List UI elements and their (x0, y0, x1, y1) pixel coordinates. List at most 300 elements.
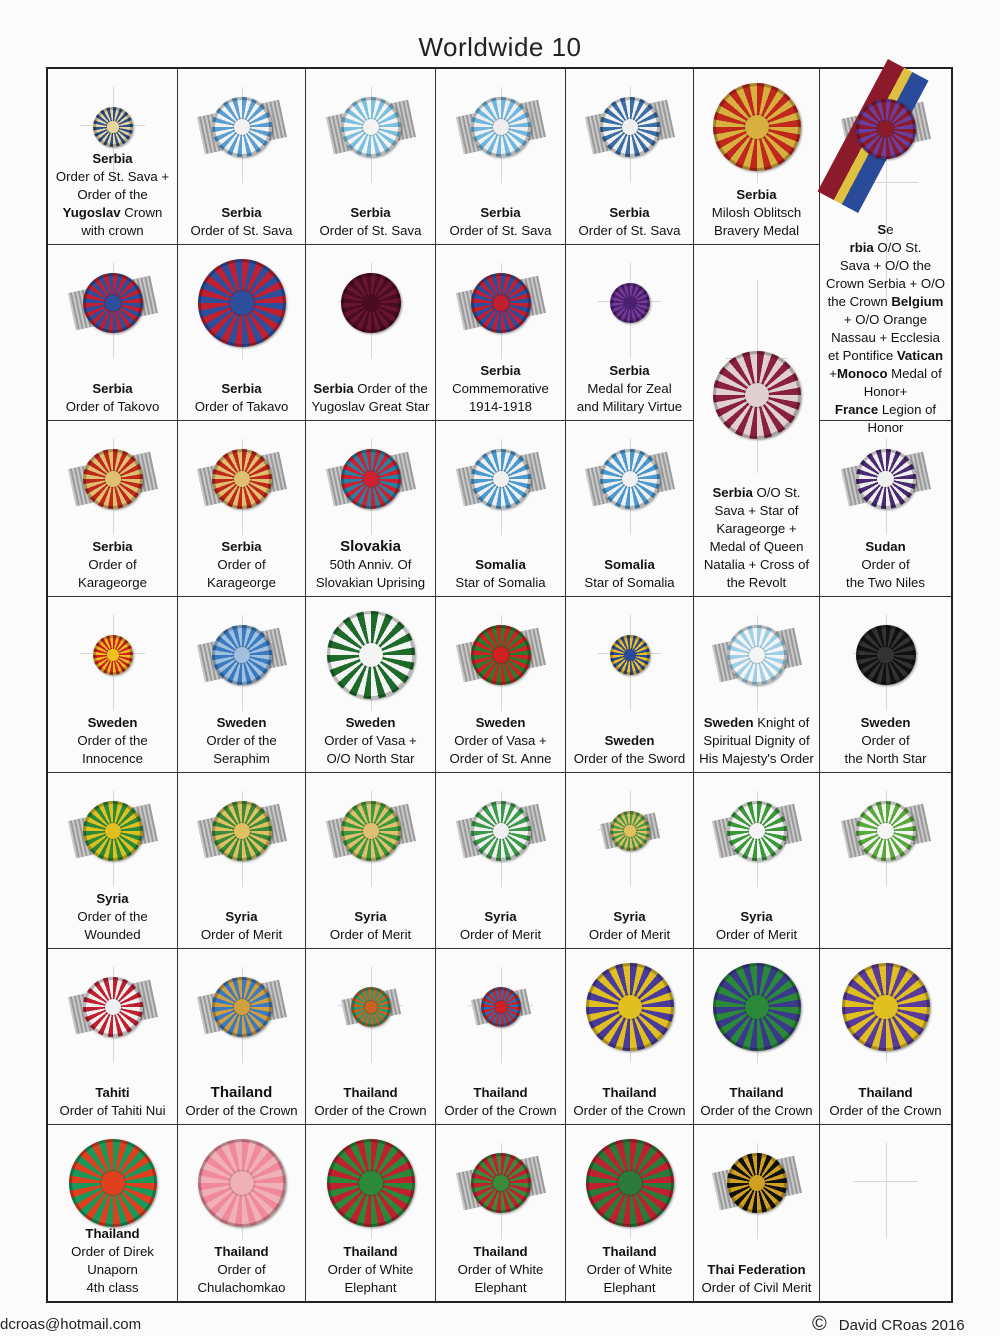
footer-email: dcroas@hotmail.com (0, 1316, 142, 1333)
label-line (306, 750, 435, 768)
label-line (694, 502, 819, 520)
label-text: Order of the (77, 187, 148, 202)
medal-label (178, 204, 305, 240)
medal-label (178, 1243, 305, 1297)
label-line (566, 1261, 693, 1279)
label-text: Order of (217, 557, 266, 572)
rosette-center (749, 823, 766, 840)
medal-label (566, 362, 693, 416)
rosette-center (107, 649, 118, 660)
medal-label (48, 150, 177, 240)
label-line (178, 1084, 305, 1102)
label-text: Knight of (753, 715, 810, 730)
label-line (436, 380, 565, 398)
label-line (306, 380, 435, 398)
label-text: Order of White (327, 1262, 414, 1277)
label-line (436, 204, 565, 222)
label-line (694, 714, 819, 732)
label-line (48, 168, 177, 186)
label-line (306, 398, 435, 416)
label-text: Thailand (210, 1084, 273, 1101)
label-line (436, 1084, 565, 1102)
label-line (306, 1261, 435, 1279)
label-text: Serbia (480, 363, 521, 378)
rosette-icon (856, 625, 916, 685)
label-line (566, 204, 693, 222)
rosette-icon (212, 977, 272, 1037)
rosette-icon (198, 1139, 286, 1227)
rosette-center (359, 643, 384, 668)
label-line (436, 1279, 565, 1297)
medal-label (306, 1243, 435, 1297)
label-text: Elephant (474, 1280, 527, 1295)
label-text: Thailand (343, 1244, 398, 1259)
medal-cell-r2c6 (694, 245, 820, 597)
label-line (820, 347, 951, 365)
label-text: Slovakian Uprising (315, 575, 426, 590)
rosette-icon (856, 99, 916, 159)
label-text: Karageorge + (716, 521, 797, 536)
label-line (436, 732, 565, 750)
medal-label (436, 204, 565, 240)
medal-cell-r7c6 (694, 1125, 820, 1301)
label-text: Thailand (602, 1244, 657, 1259)
medal-cell-r6c5 (566, 949, 694, 1125)
label-text: the Crown (827, 294, 892, 309)
rosette-center (230, 291, 255, 316)
rosette-icon (856, 801, 916, 861)
medal-label (306, 204, 435, 240)
medal-label (306, 1084, 435, 1120)
label-line (566, 926, 693, 944)
rosette-icon (471, 1153, 531, 1213)
rosette-center (365, 1001, 376, 1012)
label-line (820, 329, 951, 347)
label-line (436, 1261, 565, 1279)
label-line (566, 750, 693, 768)
medal-cell-r4c2 (178, 597, 306, 773)
label-line (178, 1102, 305, 1120)
medal-cell-r3c4 (436, 421, 566, 597)
label-line (566, 1084, 693, 1102)
label-text: Sweden (345, 715, 396, 730)
label-text: + O/O Orange (843, 312, 928, 327)
rosette-icon (856, 449, 916, 509)
label-line (306, 556, 435, 574)
label-line (566, 1102, 693, 1120)
rosette-center (230, 1171, 255, 1196)
medal-cell-r4c7 (820, 597, 951, 773)
medal-grid (46, 67, 953, 1303)
label-line (178, 1261, 305, 1279)
label-line (694, 574, 819, 592)
medal-label (48, 1084, 177, 1120)
label-line (48, 398, 177, 416)
medal-cell-r5c5 (566, 773, 694, 949)
label-text: Sava + Star of (714, 503, 799, 518)
label-text: Order of (861, 557, 910, 572)
medal-cell-r5c4 (436, 773, 566, 949)
label-text: Sudan (865, 539, 906, 554)
label-line (694, 520, 819, 538)
medal-label (48, 1225, 177, 1297)
label-text: Order of the Crown (444, 1103, 557, 1118)
label-text: Serbia (221, 539, 262, 554)
label-text: Nassau + Ecclesia (831, 330, 940, 345)
rosette-icon (83, 977, 143, 1037)
label-text: Wounded (84, 927, 141, 942)
rosette-icon (212, 97, 272, 157)
label-text: Medal of Queen (709, 539, 804, 554)
label-text: Order of the Crown (185, 1103, 298, 1118)
medal-cell-r6c4 (436, 949, 566, 1125)
rosette-icon (83, 801, 143, 861)
rosette-center (105, 823, 122, 840)
medal-label (436, 1084, 565, 1120)
label-text: Order of Vasa + (454, 733, 547, 748)
label-text: Thailand (473, 1244, 528, 1259)
label-line (566, 574, 693, 592)
label-text: Order of St. Sava + (55, 169, 170, 184)
label-text: Syria (613, 909, 646, 924)
rosette-icon (83, 273, 143, 333)
label-line (694, 484, 819, 502)
label-line (48, 574, 177, 592)
rosette-icon (327, 1139, 415, 1227)
medal-cell-r2c2 (178, 245, 306, 421)
rosette-center (749, 1175, 766, 1192)
medal-cell-r1c1 (48, 69, 178, 245)
rosette-center (877, 647, 894, 664)
label-text: Thailand (602, 1085, 657, 1100)
medal-label (436, 362, 565, 416)
medal-cell-r1c3 (306, 69, 436, 245)
label-line (566, 908, 693, 926)
label-line (566, 222, 693, 240)
label-line (48, 732, 177, 750)
label-text: Order of Merit (588, 927, 671, 942)
rosette-center (624, 649, 635, 660)
label-line (48, 1102, 177, 1120)
label-line (48, 186, 177, 204)
label-line (436, 574, 565, 592)
rosette-icon (610, 811, 650, 851)
label-line (820, 257, 951, 275)
rosette-center (745, 995, 770, 1020)
rosette-icon (713, 83, 801, 171)
medal-label (694, 186, 819, 240)
label-text: His Majesty's Order (699, 751, 814, 766)
rosette-center (359, 1171, 384, 1196)
label-line (820, 1084, 951, 1102)
rosette-center (105, 999, 122, 1016)
medal-cell-r5c7 (820, 773, 951, 949)
rosette-center (493, 295, 510, 312)
label-line (566, 380, 693, 398)
rosette-icon (471, 801, 531, 861)
label-line (306, 1084, 435, 1102)
rosette-icon (713, 963, 801, 1051)
rosette-icon (481, 987, 521, 1027)
label-text: Order of Merit (715, 927, 798, 942)
label-line (48, 380, 177, 398)
medal-cell-r4c3 (306, 597, 436, 773)
label-line (306, 926, 435, 944)
label-text: Thailand (343, 1085, 398, 1100)
medal-label (820, 1084, 951, 1120)
label-line (820, 401, 951, 419)
label-text: Crown (120, 205, 163, 220)
medal-cell-r2c1 (48, 245, 178, 421)
label-text: Innocence (82, 751, 143, 766)
rosette-icon (212, 801, 272, 861)
label-text: Order of St. Sava (319, 223, 422, 238)
label-text: Serbia (609, 363, 650, 378)
label-text: Medal for Zeal (587, 381, 672, 396)
label-text: e (886, 222, 894, 237)
label-line (436, 750, 565, 768)
label-line (694, 908, 819, 926)
label-line (48, 926, 177, 944)
label-text: O/O North Star (326, 751, 415, 766)
label-text: Order of St. Sava (190, 223, 293, 238)
label-text: Seraphim (213, 751, 270, 766)
label-text: Thailand (473, 1085, 528, 1100)
label-line (48, 1225, 177, 1243)
label-text: Serbia (350, 205, 391, 220)
label-line (566, 362, 693, 380)
label-line (566, 732, 693, 750)
medal-label (306, 714, 435, 768)
label-text: Legion of (878, 402, 937, 417)
label-text: Bravery Medal (713, 223, 800, 238)
label-line (306, 1243, 435, 1261)
medal-cell-r2c5 (566, 245, 694, 421)
label-line (178, 1279, 305, 1297)
label-text: Order of St. Anne (449, 751, 552, 766)
label-text: Spiritual Dignity of (703, 733, 810, 748)
label-line (820, 365, 951, 383)
rosette-center (493, 647, 510, 664)
medal-label (48, 714, 177, 768)
label-text: Tahiti (95, 1085, 130, 1100)
rosette-center (493, 471, 510, 488)
label-line (306, 1279, 435, 1297)
copyright-icon: © (812, 1313, 827, 1335)
label-text: Commemorative (452, 381, 549, 396)
rosette-center (493, 119, 510, 136)
label-text: Serbia (712, 485, 753, 500)
rosette-center (877, 121, 894, 138)
label-line (306, 204, 435, 222)
medal-cell-r4c1 (48, 597, 178, 773)
label-line (178, 380, 305, 398)
label-line (820, 221, 951, 239)
label-text: Serbia (221, 205, 262, 220)
label-line (820, 275, 951, 293)
label-text: Order of the (206, 733, 277, 748)
label-line (694, 1102, 819, 1120)
medal-cell-r4c5 (566, 597, 694, 773)
label-text: S (877, 222, 887, 237)
label-line (820, 732, 951, 750)
label-text: Elephant (344, 1280, 397, 1295)
label-line (694, 186, 819, 204)
label-line (820, 750, 951, 768)
medal-cell-r4c6 (694, 597, 820, 773)
label-text: Order of the Crown (829, 1103, 942, 1118)
label-text: Serbia (480, 205, 521, 220)
label-text: Unaporn (87, 1262, 138, 1277)
medal-cell-r1c2 (178, 69, 306, 245)
rosette-icon (327, 611, 415, 699)
medal-label (306, 908, 435, 944)
label-line (820, 239, 951, 257)
label-text: Karageorge (78, 575, 147, 590)
label-line (436, 362, 565, 380)
label-line (694, 1084, 819, 1102)
rosette-icon (212, 625, 272, 685)
label-text: Thailand (729, 1085, 784, 1100)
label-text: Sweden (87, 715, 138, 730)
rosette-icon (600, 449, 660, 509)
label-text: Thailand (214, 1244, 269, 1259)
rosette-icon (727, 625, 787, 685)
label-text: Star of Somalia (455, 575, 546, 590)
label-line (178, 750, 305, 768)
label-line (436, 222, 565, 240)
label-line (178, 714, 305, 732)
medal-cell-r7c5 (566, 1125, 694, 1301)
label-text: Serbia (736, 187, 777, 202)
label-text: Serbia (92, 151, 133, 166)
label-text: Order of the Crown (314, 1103, 427, 1118)
medal-cell-r6c6 (694, 949, 820, 1125)
label-text: Crown Serbia + O/O (825, 276, 946, 291)
medal-label (436, 1243, 565, 1297)
footer-credit-name: David CRoas 2016 (838, 1317, 965, 1334)
label-line (178, 398, 305, 416)
medal-cell-r3c2 (178, 421, 306, 597)
label-line (436, 1102, 565, 1120)
rosette-center (745, 383, 770, 408)
label-line (436, 926, 565, 944)
rosette-icon (471, 625, 531, 685)
label-line (820, 714, 951, 732)
label-text: Slovakia (340, 538, 401, 555)
rosette-center (624, 825, 635, 836)
medal-label (178, 908, 305, 944)
label-text: O/O St. (752, 485, 801, 500)
label-text: Syria (354, 909, 387, 924)
label-text: Milosh Oblitsch (711, 205, 802, 220)
rosette-center (101, 1171, 126, 1196)
rosette-center (622, 119, 639, 136)
label-text: et Pontifice (827, 348, 897, 363)
label-text: Somalia (604, 557, 655, 572)
rosette-center (363, 471, 380, 488)
rosette-center (234, 471, 251, 488)
label-text: Natalia + Cross of (703, 557, 810, 572)
medal-cell-r5c6 (694, 773, 820, 949)
label-text: Order of Vasa + (324, 733, 417, 748)
medal-label (566, 732, 693, 768)
label-line (436, 908, 565, 926)
medal-label (694, 1084, 819, 1120)
label-text: Order of (861, 733, 910, 748)
label-line (694, 1279, 819, 1297)
label-text: Serbia (313, 381, 354, 396)
medal-cell-r7c3 (306, 1125, 436, 1301)
label-text: Belgium (891, 294, 944, 309)
label-line (694, 222, 819, 240)
label-text: Sweden (216, 715, 267, 730)
medal-cell-r6c7 (820, 949, 951, 1125)
rosette-icon (341, 801, 401, 861)
rosette-center (363, 119, 380, 136)
footer-credit (812, 1313, 965, 1336)
label-text: Sweden (860, 715, 911, 730)
label-line (306, 1102, 435, 1120)
label-text: Syria (225, 909, 258, 924)
medal-label (436, 556, 565, 592)
label-line (48, 714, 177, 732)
label-text: Chulachomkao (197, 1280, 286, 1295)
label-line (566, 398, 693, 416)
label-text: Honor (867, 420, 904, 435)
label-line (820, 1102, 951, 1120)
label-text: Order of (88, 557, 137, 572)
label-text: Thai Federation (707, 1262, 806, 1277)
label-line (694, 1261, 819, 1279)
label-text: Order of White (586, 1262, 673, 1277)
rosette-icon (93, 107, 133, 147)
label-line (48, 1243, 177, 1261)
rosette-icon (586, 963, 674, 1051)
label-text: Order of the Sword (573, 751, 686, 766)
label-text: Syria (484, 909, 517, 924)
label-text: Order of the Crown (700, 1103, 813, 1118)
label-text: Order of the (77, 733, 148, 748)
label-line (48, 204, 177, 222)
label-line (48, 1261, 177, 1279)
label-line (820, 419, 951, 437)
rosette-icon (341, 449, 401, 509)
label-text: Sweden (604, 733, 655, 748)
label-line (694, 556, 819, 574)
label-text: Sweden (703, 715, 754, 730)
label-line (48, 890, 177, 908)
label-text: Serbia (221, 381, 262, 396)
label-text: Order of Merit (200, 927, 283, 942)
label-text: Thailand (858, 1085, 913, 1100)
medal-label (436, 714, 565, 768)
medal-label (694, 908, 819, 944)
medal-cell-r5c1 (48, 773, 178, 949)
rosette-icon (212, 449, 272, 509)
label-line (48, 150, 177, 168)
rosette-center (234, 119, 251, 136)
rosette-center (107, 121, 118, 132)
label-text: Serbia (609, 205, 650, 220)
label-line (178, 204, 305, 222)
rosette-icon (69, 1139, 157, 1227)
label-line (48, 1084, 177, 1102)
label-line (306, 574, 435, 592)
rosette-icon (83, 449, 143, 509)
medal-label (178, 380, 305, 416)
label-line (306, 714, 435, 732)
